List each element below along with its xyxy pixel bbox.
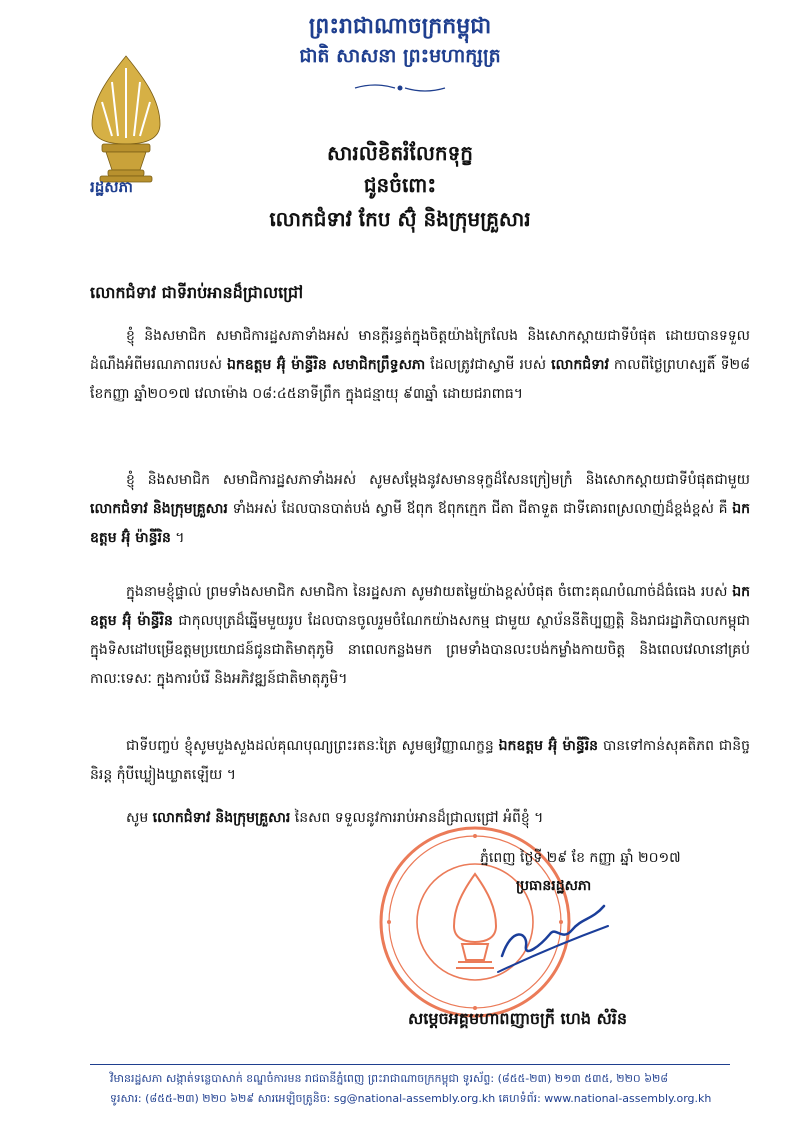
addressee-name: លោកជំទាវ កែប ស៊ុំ និងក្រុមគ្រួសារ: [269, 207, 531, 231]
p1-text: ខ្ញុំ និងសមាជិក សមាជិការដ្ឋសភាទាំងអស់ មានក្ដីរន្ធត់ក្នុងចិត្តយ៉ាងក្រៃលែង និងសោកស្ដាយជាទីបំផុត ដោយបានទទួលដំណឹងអំពីមរណភាពរបស់: [90, 328, 750, 373]
p1-text: កាលពីថ្ងៃព្រហស្បតិ៍ ទី២៨ ខែកញ្ញា ឆ្នាំ២០១៧ វេលាម៉ោង ០៨:៤៥នាទីព្រឹក ក្នុងជន្មាយុ ៩៣ឆ្នាំ ដោយជរាពាធ។: [90, 357, 750, 402]
p2-text: ខ្ញុំ និងសមាជិក សមាជិការដ្ឋសភាទាំងអស់ សូមសម្ដែងនូវសមានទុក្ខដ៏សែនក្រៀមក្រំ និងសោកស្ដាយជាទីបំផុតជាមួយ: [126, 472, 750, 488]
paragraph-1: [90, 322, 750, 409]
national-motto: ជាតិ សាសនា ព្រះមហាក្សត្រ: [299, 45, 501, 67]
p5-text: សូម: [126, 810, 153, 826]
footer-address: វិមានរដ្ឋសភា សង្កាត់ទន្លេបាសាក់ ខណ្ឌចំការមន រាជធានីភ្នំពេញ ព្រះរាជាណាចក្រកម្ពុជា ទូរស័ព្ទ: (៨៥៥-២៣) ២១៣ ៥៣៥, ២២០ ៦២៨: [110, 1072, 669, 1085]
p5-emphasis-family: លោកជំទាវ និងក្រុមគ្រួសារ: [152, 810, 291, 826]
signer-name: សម្ដេចអគ្គមហាពញាចក្រី ហេង សំរិន: [408, 1009, 628, 1028]
handwritten-signature: [492, 886, 612, 976]
paragraph-3: [90, 578, 750, 694]
p2-text: ។: [170, 530, 185, 546]
p5-text: នៃសព ទទួលនូវការរាប់អានដ៏ជ្រាលជ្រៅ អំពីខ្ញុំ ។: [290, 810, 544, 826]
ornament-divider: [350, 82, 450, 94]
place-and-date: ភ្នំពេញ ថ្ងៃទី ២៩ ខែ កញ្ញា ឆ្នាំ ២០១៧: [480, 850, 681, 866]
salutation: លោកជំទាវ ជាទីរាប់អានដ៏ជ្រាលជ្រៅ: [90, 283, 304, 302]
kingdom-heading: ព្រះរាជាណាចក្រកម្ពុជា: [308, 14, 492, 39]
p2-emphasis-name: ឯកឧត្តម អ៊ុំ ម៉ាន្ធីរិន: [90, 501, 750, 546]
p3-text: ជាកុលបុត្រដ៏ឆ្នើមមួយរូប ដែលបានចូលរួមចំណែកយ៉ាងសកម្ម ជាមួយ ស្ថាប័ននីតិប្បញ្ញត្តិ និងរាជរដ្ឋាភិបាលកម្ពុជា ក្នុងទិសដៅបម្រើឧត្តមប្រយោជន៍ជូនជាតិមាតុភូមិ នាពេលកន្លងមក ព្រមទាំងបានលះបង់កម្លាំងកាយចិត្ត និងពេលវេលានៅគ្រប់កាលៈទេសៈ ក្នុងការបំរើ និងអភិវឌ្ឍន៍ជាតិមាតុភូមិ។: [90, 613, 750, 687]
paragraph-2: [90, 466, 750, 553]
p1-emphasis-title: លោកជំទាវ: [551, 357, 609, 373]
paragraph-4: [90, 732, 750, 790]
p2-text: ទាំងអស់ ដែលបានបាត់បង់ ស្វាមី ឪពុក ឪពុកក្មេក ជីតា ជីតាទួត ជាទីគោរពស្រលាញ់ដ៏ខ្ពង់ខ្ពស់ គឺ: [227, 501, 733, 517]
p3-text: ក្នុងនាមខ្ញុំផ្ទាល់ ព្រមទាំងសមាជិក សមាជិកា នៃរដ្ឋសភា សូមវាយតម្លៃយ៉ាងខ្ពស់បំផុត ចំពោះគុណបំណាច់ដ៏ធំធេង របស់: [126, 584, 733, 600]
p2-emphasis-family: លោកជំទាវ និងក្រុមគ្រួសារ: [90, 501, 228, 517]
p1-emphasis-name: ឯកឧត្តម អ៊ុំ ម៉ាន្ធីរិន សមាជិកព្រឹទ្ធសភា: [226, 357, 426, 373]
p3-emphasis-name: ឯកឧត្តម អ៊ុំ ម៉ាន្ធីរិន: [90, 584, 750, 629]
letter-title: សារលិខិតរំលែកទុក្ខ: [327, 141, 473, 165]
footer-divider: [90, 1064, 730, 1065]
p4-text: ជាទីបញ្ចប់ ខ្ញុំសូមបួងសួងដល់គុណបុណ្យព្រះរតនៈត្រៃ សូមឲ្យវិញ្ញាណក្ខន្ធ: [126, 738, 499, 754]
p1-text: ដែលត្រូវជាស្វាមី របស់: [425, 357, 552, 373]
p4-emphasis-name: ឯកឧត្តម អ៊ុំ ម៉ាន្ធីរិន: [498, 738, 599, 754]
footer-contacts: ទូរសារ: (៨៥៥-២៣) ២២០ ៦២៩ សារអេឡិចត្រូនិច: sg@national-assembly.org.kh គេហទំព័រ: www.national-assembly.org.kh: [110, 1092, 712, 1105]
institution-name: រដ្ឋសភា: [90, 178, 133, 196]
addressee-label: ជូនចំពោះ: [363, 173, 437, 197]
p4-text: បានទៅកាន់សុគតិភព ជានិច្ចនិរន្ត កុំបីឃ្លៀងឃ្លាតឡើយ ។: [90, 738, 750, 783]
signer-position: ប្រធានរដ្ឋសភា: [516, 878, 592, 894]
